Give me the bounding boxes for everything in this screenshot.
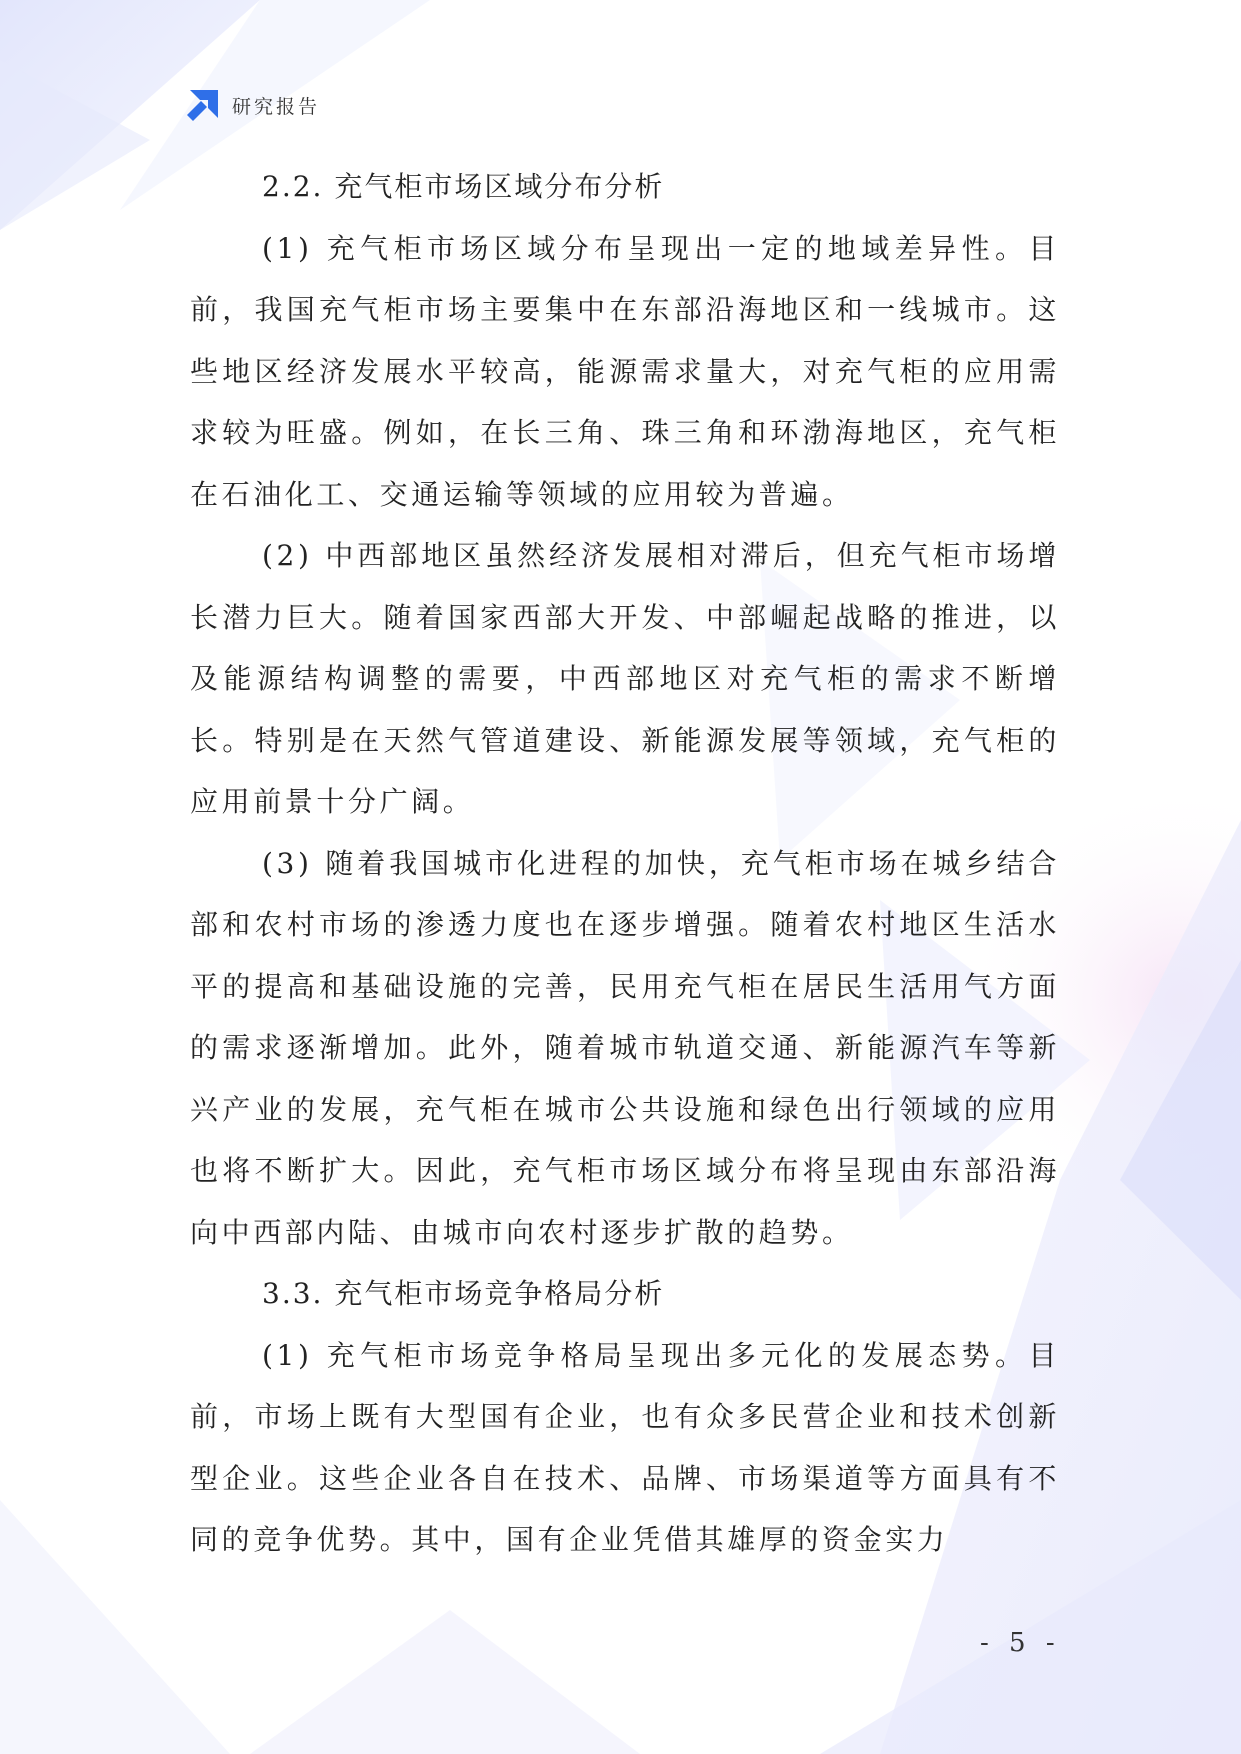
section-heading: 3.3. 充气柜市场竞争格局分析 xyxy=(262,1277,665,1310)
page-number: - 5 - xyxy=(980,1628,1061,1658)
paragraph: (1) 充气柜市场竞争格局呈现出多元化的发展态势。目前，市场上既有大型国有企业，也有众多民营企业和技术创新型企业。这些企业各自在技术、品牌、市场渠道等方面具有不同的竞争优势。其中，国有企业凭借其雄厚的资金实力 xyxy=(190,1338,1060,1556)
arrow-up-right-icon xyxy=(186,88,220,122)
paragraph: (3) 随着我国城市化进程的加快，充气柜市场在城乡结合部和农村市场的渗透力度也在逐步增强。随着农村地区生活水平的提高和基础设施的完善，民用充气柜在居民生活用气方面的需求逐渐增加。此外，随着城市轨道交通、新能源汽车等新兴产业的发展，充气柜在城市公共设施和绿色出行领域的应用也将不断扩大。因此，充气柜市场区域分布将呈现由东部沿海向中西部内陆、由城市向农村逐步扩散的趋势。 xyxy=(190,846,1060,1249)
paragraph: (1) 充气柜市场区域分布呈现出一定的地域差异性。目前，我国充气柜市场主要集中在东部沿海地区和一线城市。这些地区经济发展水平较高，能源需求量大，对充气柜的应用需求较为旺盛。例如，在长三角、珠三角和环渤海地区，充气柜在石油化工、交通运输等领域的应用较为普遍。 xyxy=(190,231,1060,511)
report-header xyxy=(186,88,320,122)
paragraph: (2) 中西部地区虽然经济发展相对滞后，但充气柜市场增长潜力巨大。随着国家西部大开发、中部崛起战略的推进，以及能源结构调整的需要，中西部地区对充气柜的需求不断增长。特别是在天然气管道建设、新能源发展等领域，充气柜的应用前景十分广阔。 xyxy=(190,539,1060,818)
section-heading: 2.2. 充气柜市场区域分布分析 xyxy=(262,170,665,203)
document-body xyxy=(190,156,1060,1571)
header-title: 研究报告 xyxy=(232,95,321,118)
